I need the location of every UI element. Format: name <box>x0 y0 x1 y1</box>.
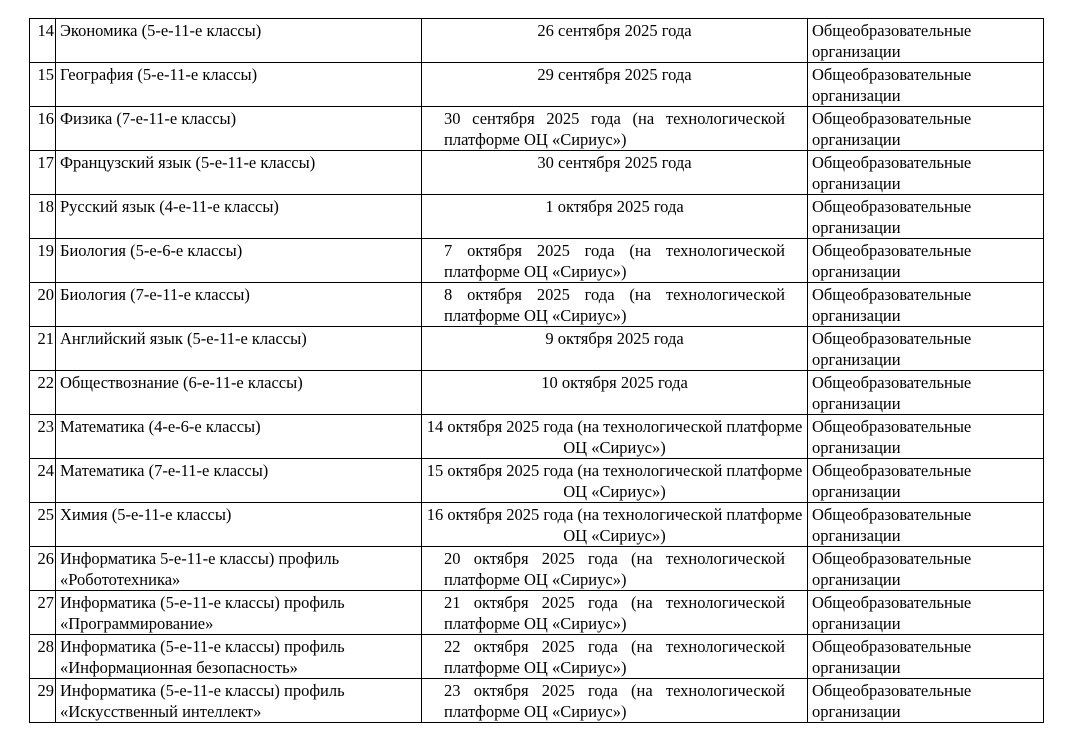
subject-cell: Биология (7-е-11-е классы) <box>56 283 422 327</box>
organization-cell: Общеобразовательные организации <box>808 503 1044 547</box>
organization-cell: Общеобразовательные организации <box>808 63 1044 107</box>
table-row <box>30 679 1044 723</box>
organization-cell: Общеобразовательные организации <box>808 151 1044 195</box>
date-cell: 23 октября 2025 года (на технологической платформе ОЦ «Сириус») <box>422 679 808 723</box>
olympiad-schedule-table <box>29 18 1044 723</box>
date-cell: 30 сентября 2025 года <box>422 151 808 195</box>
row-number: 15 <box>30 63 56 107</box>
row-number: 16 <box>30 107 56 151</box>
organization-cell: Общеобразовательные организации <box>808 195 1044 239</box>
subject-cell: Русский язык (4-е-11-е классы) <box>56 195 422 239</box>
organization-cell: Общеобразовательные организации <box>808 107 1044 151</box>
row-number: 26 <box>30 547 56 591</box>
subject-cell: Французский язык (5-е-11-е классы) <box>56 151 422 195</box>
subject-cell: Физика (7-е-11-е классы) <box>56 107 422 151</box>
row-number: 23 <box>30 415 56 459</box>
date-cell: 15 октября 2025 года (на технологической платформе ОЦ «Сириус») <box>422 459 808 503</box>
subject-cell: Химия (5-е-11-е классы) <box>56 503 422 547</box>
organization-cell: Общеобразовательные организации <box>808 415 1044 459</box>
subject-cell: Биология (5-е-6-е классы) <box>56 239 422 283</box>
date-cell: 16 октября 2025 года (на технологической платформе ОЦ «Сириус») <box>422 503 808 547</box>
subject-cell: Информатика 5-е-11-е классы) профиль «Робототехника» <box>56 547 422 591</box>
date-cell: 29 сентября 2025 года <box>422 63 808 107</box>
date-cell: 30 сентября 2025 года (на технологической платформе ОЦ «Сириус») <box>422 107 808 151</box>
table-row <box>30 459 1044 503</box>
table-row <box>30 415 1044 459</box>
subject-cell: Информатика (5-е-11-е классы) профиль «Искусственный интеллект» <box>56 679 422 723</box>
table-row <box>30 107 1044 151</box>
date-cell: 9 октября 2025 года <box>422 327 808 371</box>
date-cell: 26 сентября 2025 года <box>422 19 808 63</box>
row-number: 22 <box>30 371 56 415</box>
date-cell: 21 октября 2025 года (на технологической платформе ОЦ «Сириус») <box>422 591 808 635</box>
table-row <box>30 371 1044 415</box>
row-number: 18 <box>30 195 56 239</box>
subject-cell: Информатика (5-е-11-е классы) профиль «Информационная безопасность» <box>56 635 422 679</box>
organization-cell: Общеобразовательные организации <box>808 283 1044 327</box>
table-row <box>30 547 1044 591</box>
date-cell: 20 октября 2025 года (на технологической платформе ОЦ «Сириус») <box>422 547 808 591</box>
date-cell: 14 октября 2025 года (на технологической платформе ОЦ «Сириус») <box>422 415 808 459</box>
date-cell: 8 октября 2025 года (на технологической платформе ОЦ «Сириус») <box>422 283 808 327</box>
organization-cell: Общеобразовательные организации <box>808 635 1044 679</box>
row-number: 27 <box>30 591 56 635</box>
table-row <box>30 635 1044 679</box>
organization-cell: Общеобразовательные организации <box>808 239 1044 283</box>
table-row <box>30 195 1044 239</box>
table-row <box>30 63 1044 107</box>
schedule-table-body <box>30 19 1044 723</box>
date-cell: 22 октября 2025 года (на технологической платформе ОЦ «Сириус») <box>422 635 808 679</box>
table-row <box>30 151 1044 195</box>
row-number: 24 <box>30 459 56 503</box>
table-row <box>30 19 1044 63</box>
table-row <box>30 283 1044 327</box>
table-row <box>30 503 1044 547</box>
row-number: 19 <box>30 239 56 283</box>
organization-cell: Общеобразовательные организации <box>808 459 1044 503</box>
row-number: 21 <box>30 327 56 371</box>
organization-cell: Общеобразовательные организации <box>808 371 1044 415</box>
subject-cell: Математика (7-е-11-е классы) <box>56 459 422 503</box>
date-cell: 1 октября 2025 года <box>422 195 808 239</box>
organization-cell: Общеобразовательные организации <box>808 591 1044 635</box>
subject-cell: Английский язык (5-е-11-е классы) <box>56 327 422 371</box>
subject-cell: Информатика (5-е-11-е классы) профиль «Программирование» <box>56 591 422 635</box>
date-cell: 7 октября 2025 года (на технологической платформе ОЦ «Сириус») <box>422 239 808 283</box>
row-number: 25 <box>30 503 56 547</box>
row-number: 14 <box>30 19 56 63</box>
subject-cell: Экономика (5-е-11-е классы) <box>56 19 422 63</box>
row-number: 17 <box>30 151 56 195</box>
row-number: 28 <box>30 635 56 679</box>
row-number: 20 <box>30 283 56 327</box>
organization-cell: Общеобразовательные организации <box>808 679 1044 723</box>
organization-cell: Общеобразовательные организации <box>808 547 1044 591</box>
subject-cell: Математика (4-е-6-е классы) <box>56 415 422 459</box>
table-row <box>30 327 1044 371</box>
subject-cell: Обществознание (6-е-11-е классы) <box>56 371 422 415</box>
subject-cell: География (5-е-11-е классы) <box>56 63 422 107</box>
organization-cell: Общеобразовательные организации <box>808 19 1044 63</box>
table-row <box>30 591 1044 635</box>
organization-cell: Общеобразовательные организации <box>808 327 1044 371</box>
date-cell: 10 октября 2025 года <box>422 371 808 415</box>
table-row <box>30 239 1044 283</box>
row-number: 29 <box>30 679 56 723</box>
